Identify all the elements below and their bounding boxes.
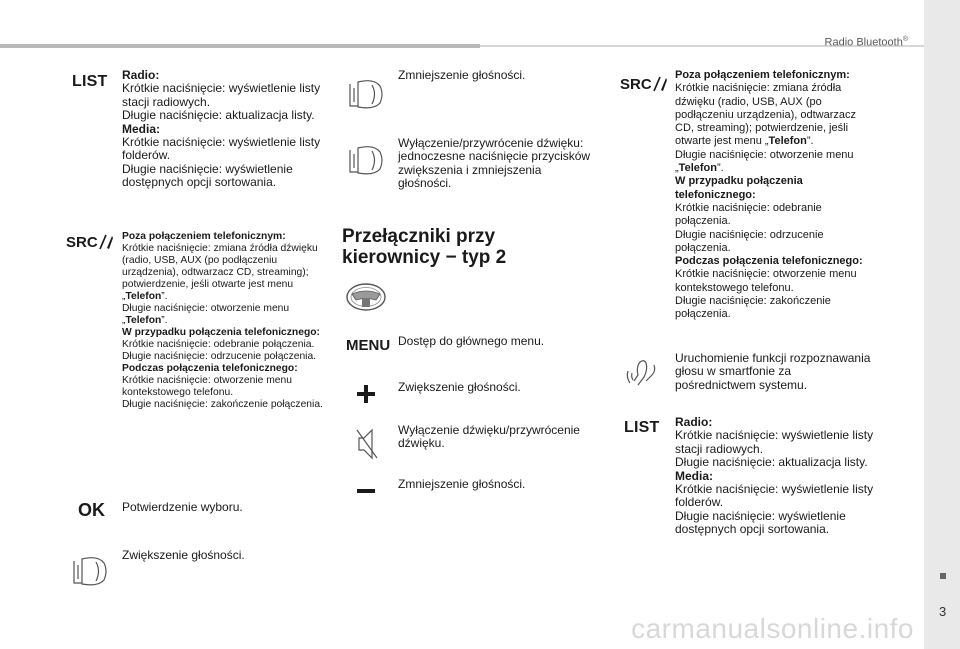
minus-description: Zmniejszenie głośności. (398, 477, 526, 491)
ok-description: Potwierdzenie wyboru. (122, 500, 243, 514)
svg-text:SRC: SRC (620, 76, 652, 93)
minus-icon (355, 487, 379, 495)
plus-description: Zwiększenie głośności. (398, 380, 521, 394)
src-phone-icon (66, 230, 114, 252)
plus-icon (355, 383, 377, 405)
list-label: LIST (72, 73, 108, 90)
vol-up-description: Zwiększenie głośności. (122, 548, 245, 562)
voice-description: Uruchomienie funkcji rozpoznawania głosu w smartfonie za pośrednictwem systemu. (675, 351, 871, 392)
mute2-description: Wyłączenie dźwięku/przywrócenie dźwięku. (398, 423, 580, 451)
svg-text:SRC: SRC (66, 234, 98, 251)
voice-command-icon (624, 357, 658, 389)
vol-down-description: Zmniejszenie głośności. (398, 68, 526, 82)
steering-stalk-icon (346, 76, 388, 112)
page-header-title: Radio Bluetooth® (824, 36, 908, 49)
list-description-2: Radio: Krótkie naciśnięcie: wyświetlenie listy stacji radiowych. Długie naciśnięcie: aktualizacja listy. Media: Krótkie naciśnięcie: wyświetlenie listy folderów. Długie naciśnięcie: wyświetlenie dostępnych opcji sortowania. (675, 415, 874, 537)
watermark: carmanualsonline.info (631, 613, 914, 644)
page-dot-marker (940, 573, 946, 579)
page-number: 3 (939, 604, 947, 619)
header-rule (0, 44, 480, 48)
src-description: Poza połączeniem telefonicznym: Krótkie naciśnięcie: zmiana źródła dźwięku (radio, USB, AUX (po podłączeniu urządzenia), odtwarzacz CD, streaming); potwierdzenie, jeśli otwarte jest menu „Telefon”. Długie naciśnięcie: otworzenie menu „Telefon”. W przypadku połączenia telefonicznego: Krótkie naciśnięcie: odebranie połączenia. Długie naciśnięcie: odrzucenie połączenia. Podczas połączenia telefonicznego: Krótkie naciśnięcie: otworzenie menu kontekstowego telefonu. Długie naciśnięcie: zakończenie połączenia. (122, 231, 323, 410)
menu-label: MENU (346, 337, 391, 354)
mute-description: Wyłączenie/przywrócenie dźwięku: jednoczesne naciśnięcie przycisków zwiększenia i zmniejszenia głośności. (398, 136, 591, 191)
mute-speaker-icon (355, 426, 379, 462)
section-title: Przełączniki przy kierownicy − typ 2 (342, 226, 507, 268)
src-phone-icon (620, 72, 668, 94)
steering-stalk-icon (70, 553, 112, 589)
src-description-2: Poza połączeniem telefonicznym: Krótkie naciśnięcie: zmiana źródła dźwięku (radio, USB, AUX (po podłączeniu urządzenia), odtwarzacz CD, streaming); potwierdzenie, jeśli otwarte jest menu „Telefon”. Długie naciśnięcie: otworzenie menu „Telefon”. W przypadku połączenia telefonicznego: Krótkie naciśnięcie: odebranie połączenia. Długie naciśnięcie: odrzucenie połączenia. Podczas połączenia telefonicznego: Krótkie naciśnięcie: otworzenie menu kontekstowego telefonu. Długie naciśnięcie: zakończenie połączenia. (675, 69, 863, 321)
page-side-band (924, 0, 960, 649)
steering-stalk-icon (346, 142, 388, 178)
list-label-2: LIST (624, 419, 660, 436)
list-description: Radio: Krótkie naciśnięcie: wyświetlenie listy stacji radiowych. Długie naciśnięcie: aktualizacja listy. Media: Krótkie naciśnięcie: wyświetlenie listy folderów. Długie naciśnięcie: wyświetlenie dostępnych opcji sortowania. (122, 68, 321, 190)
steering-wheel-icon (344, 282, 388, 312)
ok-label: OK (78, 500, 105, 520)
menu-description: Dostęp do głównego menu. (398, 334, 545, 348)
